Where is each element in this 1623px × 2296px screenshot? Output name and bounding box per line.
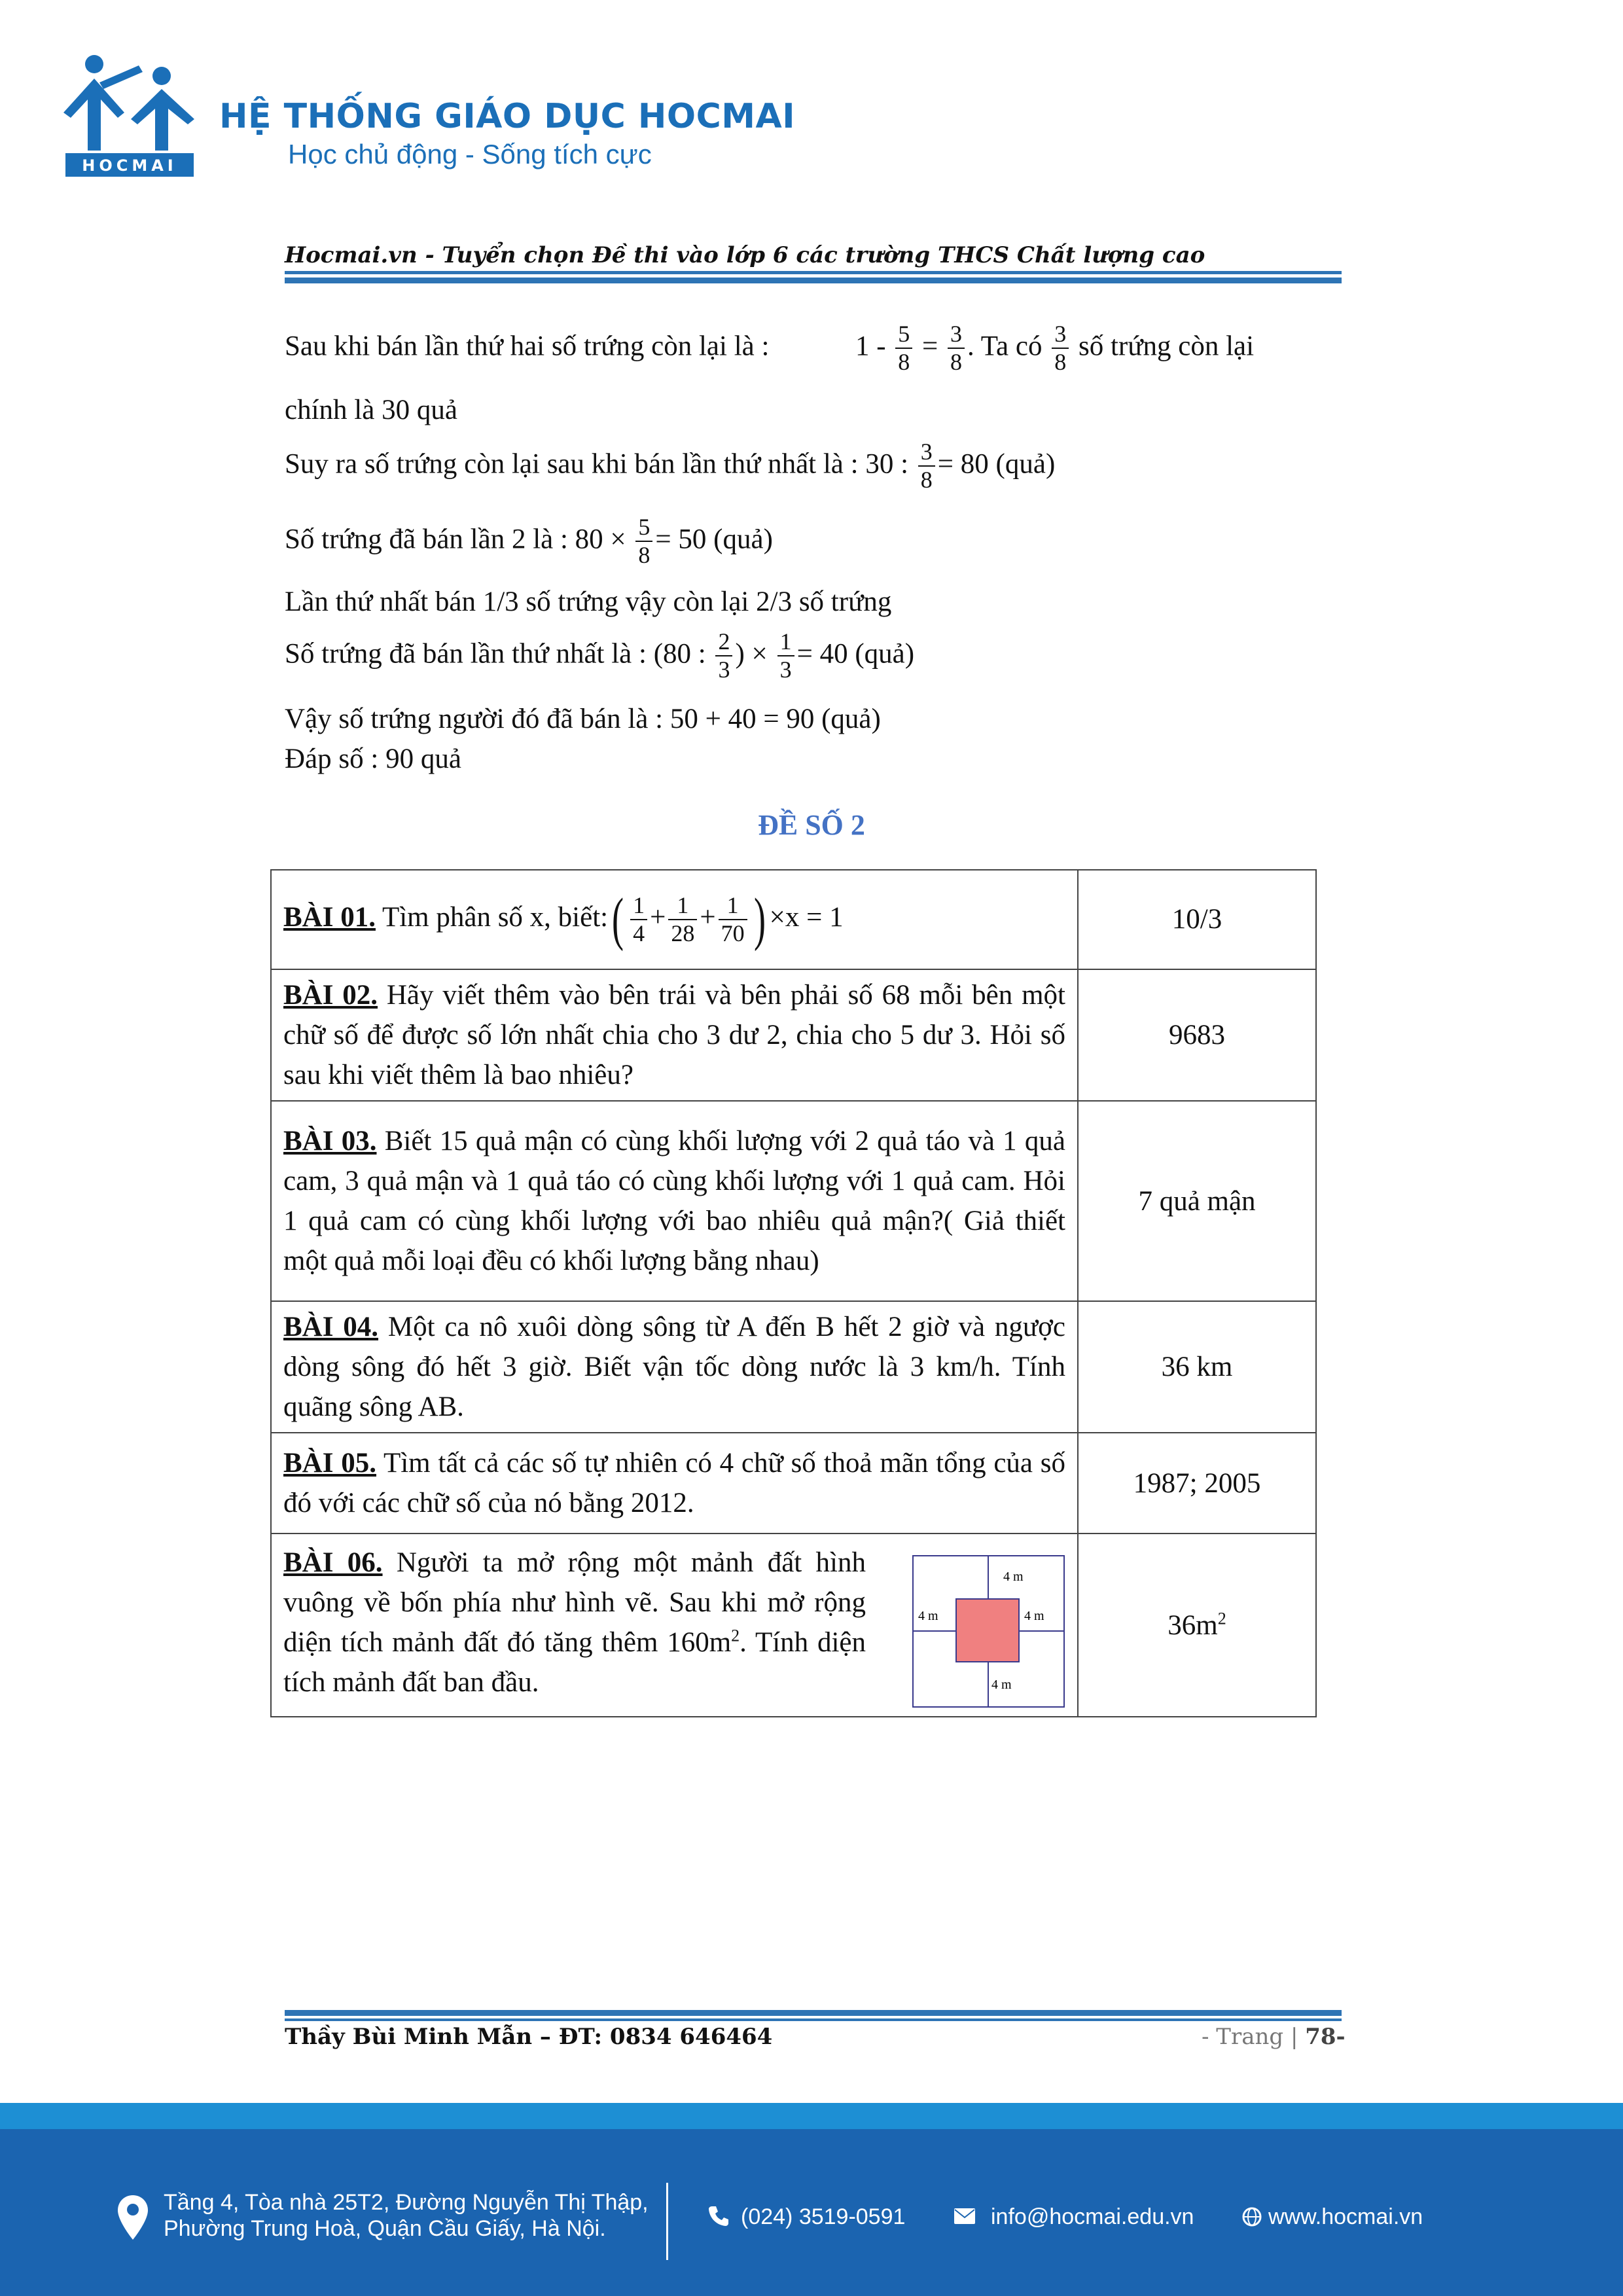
problem-6-question: BÀI 06. Người ta mở rộng một mảnh đất hình vuông về bốn phía như hình vẽ. Sau khi mở rộng diện tích mảnh đất đó tăng thêm $160m^2$. Tính diện tích mảnh đất ban đầu. 4 m 4 m 4 m 4 m [271,1534,1078,1717]
footer-rule-bottom [285,2018,1342,2021]
solution-line-7: Vậy số trứng người đó đã bán là : 50 + 40 = 90 (quả) [285,704,881,734]
header-rule-bottom [285,278,1342,283]
problem-5-question: BÀI 05. Tìm tất cả các số tự nhiên có 4 chữ số thoả mãn tổng của số đó với các chữ số của nó bằng 2012. [271,1433,1078,1534]
hocmai-logo [60,52,198,178]
solution-line-3: Suy ra số trứng còn lại sau khi bán lần thứ nhất là : 30 : $\frac{3}{8}$ = 80 (quả) [285,439,1056,493]
problem-2-question: BÀI 02. Hãy viết thêm vào bên trái và bên phải số 68 mỗi bên một chữ số để được số lớn nhất chia cho 3 dư 2, chia cho 5 dư 3. Hỏi số sau khi viết thêm là bao nhiêu? [271,969,1078,1101]
footer-email[interactable]: info@hocmai.edu.vn [991,2204,1194,2229]
footer-band-stripe [0,2103,1623,2129]
problem-6-answer: $36m^2$ [1078,1534,1316,1717]
footer-divider [666,2183,668,2260]
document-subtitle: Hocmai.vn - Tuyển chọn Đề thi vào lớp 6 các trường THCS Chất lượng cao [285,242,1205,268]
problem-label: BÀI 06. [283,1547,383,1578]
problem-4-question: BÀI 04. Một ca nô xuôi dòng sông từ A đến B hết 2 giờ và ngược dòng sông đó hết 3 giờ. Biết vận tốc dòng nước là 3 km/h. Tính quãng sông AB. [271,1301,1078,1433]
problem-1-question: BÀI 01. Tìm phân số x, biết:( $\frac{1}{4}$ + $\frac{1}{28}$ + $\frac{1}{70}$ ) ×x = 1 [271,870,1078,969]
problem-label: BÀI 03. [283,1126,377,1157]
problem-label: BÀI 02. [283,980,378,1011]
problem-3-answer: 7 quả mận [1078,1101,1316,1301]
problem-label: BÀI 04. [283,1312,379,1343]
figure-label-bottom: 4 m [991,1677,1012,1692]
solution-line-5: Lần thứ nhất bán 1/3 số trứng vậy còn lại 2/3 số trứng [285,586,892,617]
table-row [271,969,1316,1101]
table-row [271,870,1316,969]
footer-page: - Trang | 78- [1202,2024,1346,2050]
logo-text: HOCMAI [82,156,177,175]
solution-line-8: Đáp số : 90 quả [285,744,461,774]
table-row [271,1433,1316,1534]
solution-line-6: Số trứng đã bán lần thứ nhất là : (80 : $\frac{2}{3}$ ) × $\frac{1}{3}$ = 40 (quả) [285,628,915,683]
phone-icon [707,2204,730,2228]
solution-line-4: Số trứng đã bán lần 2 là : 80 × $\frac{5}{8}$ = 50 (quả) [285,514,773,569]
footer-phone[interactable]: (024) 3519-0591 [741,2204,906,2229]
footer-author: Thầy Bùi Minh Mẫn – ĐT: 0834 646464 [285,2024,773,2050]
original-square [956,1599,1019,1662]
expansion-figure [912,1554,1065,1708]
figure-label-left: 4 m [918,1608,938,1623]
problem-4-answer: 36 km [1078,1301,1316,1433]
table-row [271,1101,1316,1301]
problem-1-answer: 10/3 [1078,870,1316,969]
globe-icon [1242,2207,1262,2227]
section-title: ĐỀ SỐ 2 [758,809,865,841]
problem-5-answer: 1987; 2005 [1078,1433,1316,1534]
footer-address-line-2: Phường Trung Hoà, Quận Cầu Giấy, Hà Nội. [164,2216,606,2241]
location-icon [116,2194,149,2241]
problem-label: BÀI 01. [283,901,376,933]
figure-label-right: 4 m [1024,1608,1044,1623]
header-rule-top [285,271,1342,274]
footer-rule-top [285,2010,1342,2016]
table-row [271,1301,1316,1433]
table-row [271,1534,1316,1717]
problem-2-answer: 9683 [1078,969,1316,1101]
problem-table [270,869,1317,1717]
brand-slogan: Học chủ động - Sống tích cực [288,139,652,170]
figure-label-top: 4 m [1003,1569,1024,1584]
footer-website[interactable]: www.hocmai.vn [1268,2204,1423,2229]
email-icon [954,2208,975,2224]
brand-title: HỆ THỐNG GIÁO DỤC HOCMAI [219,97,796,136]
solution-line-2: chính là 30 quả [285,395,457,425]
problem-3-question: BÀI 03. Biết 15 quả mận có cùng khối lượng với 2 quả táo và 1 quả cam, 3 quả mận và 1 quả táo có cùng khối lượng với 1 quả cam. Hỏi 1 quả cam có cùng khối lượng với bao nhiêu quả mận?( Giả thiết một quả mỗi loại đều có khối lượng bằng nhau) [271,1101,1078,1301]
solution-line-1: Sau khi bán lần thứ hai số trứng còn lại là : 1 - $\frac{5}{8}$ = $\frac{3}{8}$ . Ta có $\frac{3}{8}$ số trứng còn lại [285,321,1255,376]
footer-address-line-1: Tầng 4, Tòa nhà 25T2, Đường Nguyễn Thị Thập, [164,2190,649,2215]
problem-label: BÀI 05. [283,1448,376,1479]
